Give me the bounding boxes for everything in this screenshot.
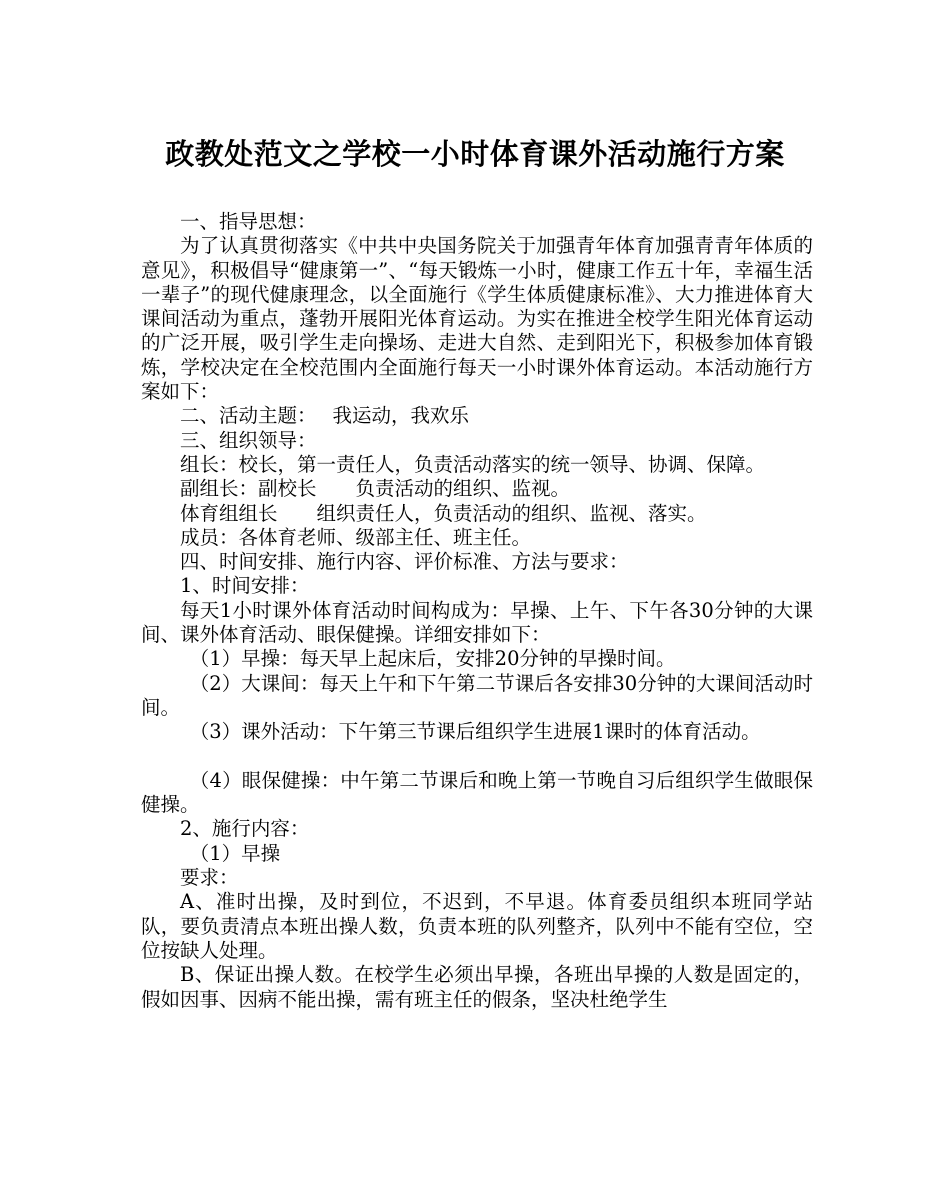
list-item-eye-exercise: （4）眼保健操：中午第二节课后和晚上第一节晚自习后组织学生做眼保健操。 bbox=[141, 768, 813, 817]
document-body bbox=[141, 210, 813, 1012]
list-item-big-break: （2）大课间：每天上午和下午第二节课后各安排30分钟的大课间活动时间。 bbox=[141, 671, 813, 719]
subheading-time-arrangement: 1、时间安排： bbox=[180, 574, 310, 598]
subheading-content: 2、施行内容： bbox=[180, 817, 310, 841]
paragraph-deputy-leader: 副组长：副校长 负责活动的组织、监视。 bbox=[180, 477, 571, 501]
paragraph-pe-group-leader: 体育组组长 组织责任人，负责活动的组织、监视、落实。 bbox=[180, 501, 707, 525]
paragraph-guiding-ideology: 为了认真贯彻落实《中共中央国务院关于加强青年体育加强青青年体质的意见》，积极倡导“健康第一”、“每天锻炼一小时，健康工作五十年，幸福生活一辈子”的现代健康理念，以全面施行《学生体质健康标准》、大力推进体育大课间活动为重点，蓬勃开展阳光体育运动。为实在推进全校学生阳光体育运动的广泛开展，吸引学生走向操场、走进大自然、走到阳光下，积极参加体育锻炼，学校决定在全校范围内全面施行每天一小时课外体育运动。本活动施行方案如下： bbox=[141, 234, 813, 404]
document-title: 政教处范文之学校一小时体育课外活动施行方案 bbox=[165, 137, 785, 171]
section-heading-activity-theme: 二、活动主题： 我运动，我欢乐 bbox=[180, 404, 469, 428]
paragraph-group-leader: 组长：校长，第一责任人，负责活动落实的统一领导、协调、保障。 bbox=[180, 452, 766, 476]
paragraph-requirement-a: A、准时出操，及时到位，不迟到，不早退。体育委员组织本班同学站队，要负责清点本班出操人数，负责本班的队列整齐，队列中不能有空位，空位按缺人处理。 bbox=[141, 890, 813, 962]
paragraph-daily-hour: 每天1小时课外体育活动时间构成为：早操、上午、下午各30分钟的大课间、课外体育活动、眼保健操。详细安排如下： bbox=[141, 598, 813, 647]
paragraph-members: 成员：各体育老师、级部主任、班主任。 bbox=[180, 525, 532, 549]
list-item-morning-exercise: （1）早操：每天早上起床后，安排20分钟的早操时间。 bbox=[189, 647, 676, 671]
section-heading-arrangement: 四、时间安排、施行内容、评价标准、方法与要求： bbox=[180, 550, 629, 574]
label-requirements: 要求： bbox=[180, 866, 239, 890]
list-item-extracurricular: （3）课外活动：下午第三节课后组织学生进展1课时的体育活动。 bbox=[189, 720, 761, 744]
section-heading-organization: 三、组织领导： bbox=[180, 428, 317, 452]
blank-line bbox=[141, 745, 813, 769]
section-heading-guiding-ideology: 一、指导思想： bbox=[180, 210, 317, 233]
paragraph-requirement-b: B、保证出操人数。在校学生必须出早操，各班出早操的人数是固定的，假如因事、因病不能出操，需有班主任的假条，坚决杜绝学生 bbox=[141, 963, 813, 1011]
subheading-morning-exercise: （1）早操 bbox=[189, 841, 281, 865]
